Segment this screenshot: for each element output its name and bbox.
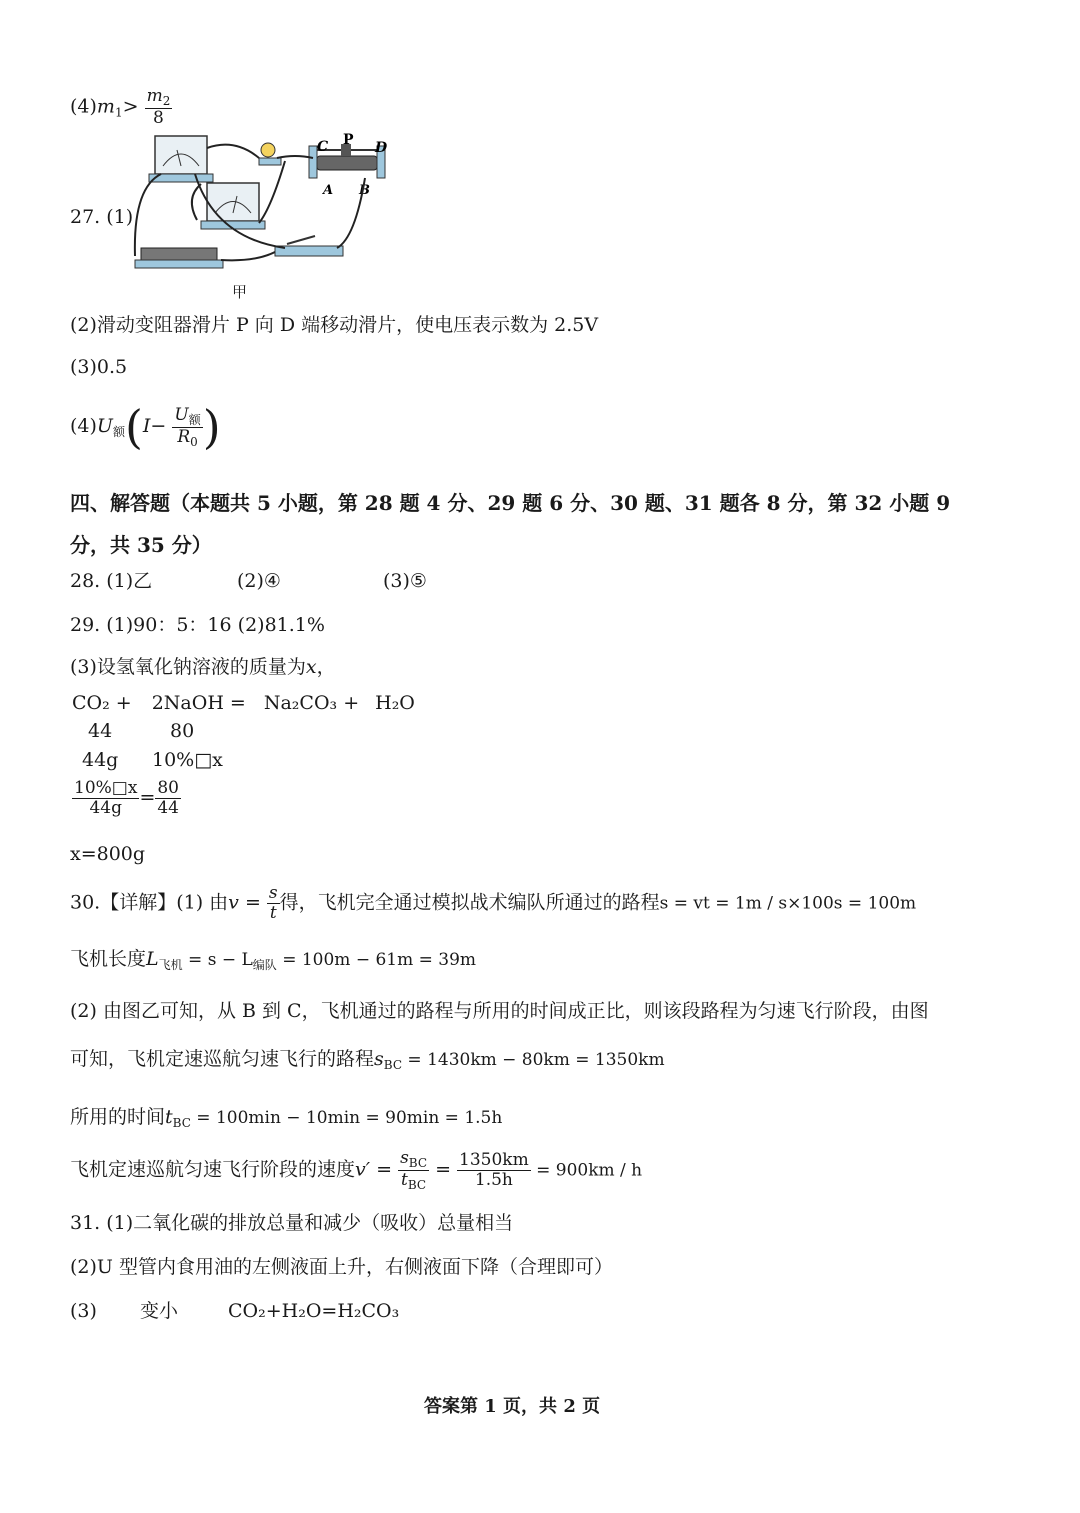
fraction-u-over-r0: $\frac{U_额}{R_0}$	[174, 404, 201, 449]
label-a: A	[323, 183, 334, 198]
switch	[275, 246, 343, 256]
given-mass-naoh: 10%□x	[152, 749, 223, 771]
ammeter	[155, 136, 207, 174]
fraction-m2-over-8: $\frac{m_2}{8}$	[146, 86, 171, 128]
q31-part1: 31. (1)二氧化碳的排放总量和减少（吸收）总量相当	[70, 1212, 514, 1234]
q31-part3-label: (3)	[70, 1300, 97, 1322]
q30-line2: 飞机长度$L_{飞机} = s - L_{编队} = 100m - 61m = 39m$	[70, 948, 477, 972]
q29-part3-intro: (3)设氢氧化钠溶液的质量为x，	[70, 656, 336, 678]
q30-line3: (2) 由图乙可知，从 B 到 C，飞机通过的路程与所用的时间成正比，则该段路程为匀速飞行阶段，由图	[70, 1000, 929, 1022]
q30-line4: 可知，飞机定速巡航匀速飞行的路程$s_{BC} = 1430km - 80km = 1350km$	[70, 1048, 665, 1072]
q29-answer: x=800g	[70, 843, 146, 865]
q26-part4: $(4)m_1>$ $\frac{m_2}{8}$	[70, 86, 171, 128]
q28-part3: (3)⑤	[383, 570, 427, 592]
label-d: D	[375, 140, 388, 156]
q27-part4: $(4)U_额(I-$ $\frac{U_额}{R_0}$ )	[70, 400, 221, 454]
figure-caption: 甲	[232, 283, 248, 301]
q31-part2: (2)U 型管内食用油的左侧液面上升，右侧液面下降（合理即可）	[70, 1256, 613, 1278]
label-b: B	[359, 183, 370, 198]
label-p: P	[343, 132, 354, 148]
circuit-diagram-figure	[125, 128, 400, 278]
given-mass-co2: 44g	[82, 749, 119, 771]
q31-part3-equation: CO₂+H₂O=H₂CO₃	[228, 1300, 400, 1322]
q27-part1-label: 27. (1)	[70, 206, 134, 228]
q27-part2: (2)滑动变阻器滑片 P 向 D 端移动滑片，使电压表示数为 2.5V	[70, 314, 599, 336]
q27-part3: (3)0.5	[70, 356, 128, 378]
page-footer: 答案第 1 页，共 2 页	[424, 1396, 601, 1417]
q28-part1: 28. (1)乙	[70, 570, 153, 592]
proportion: $\frac{10\%□x}{44g}$ = $\frac{80}{44}$	[74, 778, 179, 818]
q29-parts1-2: 29. (1)90：5：16 (2)81.1%	[70, 614, 325, 636]
molar-mass-co2: 44	[88, 720, 113, 742]
q31-part3-answer: 变小	[140, 1300, 179, 1322]
chemical-equation: CO₂ + 2NaOH = Na₂CO₃ + H₂O	[72, 692, 415, 714]
molar-mass-naoh: 80	[170, 720, 195, 742]
label-c: C	[317, 139, 329, 155]
bulb-icon	[261, 143, 275, 157]
section-heading-line2: 分，共 35 分）	[70, 533, 212, 557]
section-heading-line1: 四、解答题（本题共 5 小题，第 28 题 4 分、29 题 6 分、30 题、31 题各 8 分，第 32 小题 9	[70, 491, 951, 515]
rheostat	[317, 156, 377, 170]
q30-line5: 所用的时间$t_{BC} = 100\min - 10\min = 90\min = 1.5h$	[70, 1106, 503, 1130]
q30-line6: 飞机定速巡航匀速飞行阶段的速度v′ = $\frac{s_{BC}}{t_{BC}}$ = $\frac{1350km}{1.5h}$ = 900km / h	[70, 1148, 643, 1192]
q30-line1: 30.【详解】(1) 由v = $\frac{s}{t}$ 得，飞机完全通过模拟战术编队所通过的路程s = vt = 1m / s×100s = 100m	[70, 883, 917, 923]
q28-part2: (2)④	[237, 570, 281, 592]
